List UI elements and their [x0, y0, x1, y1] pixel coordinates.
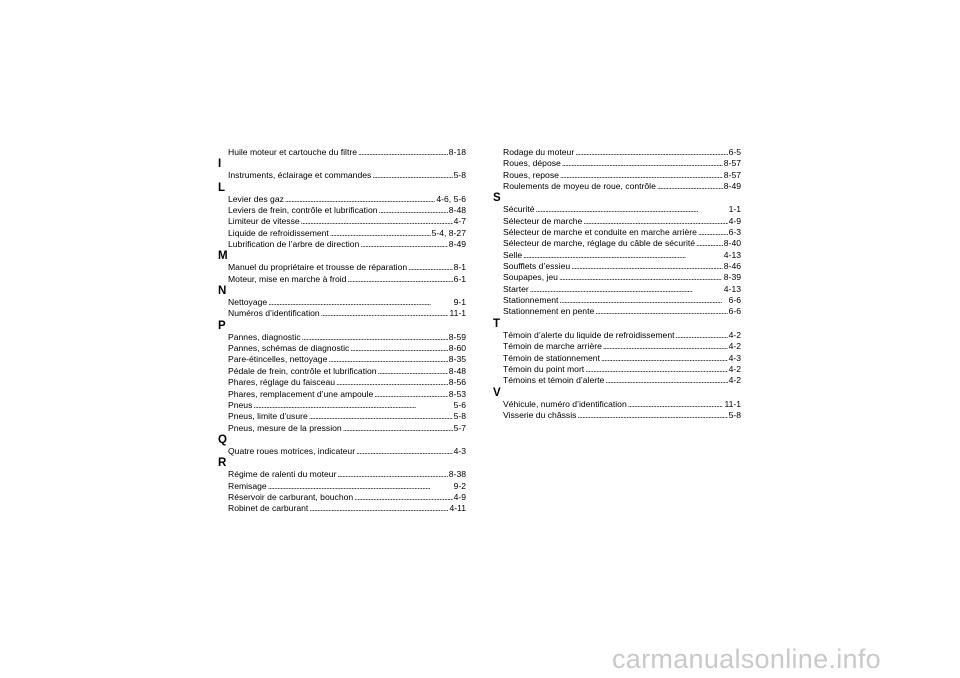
index-entry-page: 4-7 — [453, 216, 466, 227]
index-entry — [493, 250, 741, 261]
index-entry-page: 6-6 — [728, 295, 741, 306]
index-entry-term: Phares, remplacement d’une ampoule — [228, 388, 374, 399]
index-entry-page: 4-2 — [728, 341, 741, 352]
dot-leader — [698, 227, 728, 238]
index-entry-page: 4-13 — [723, 283, 741, 294]
index-entry-term: Liquide de refroidissement — [228, 227, 329, 238]
index-entry-term: Stationnement en pente — [503, 306, 595, 317]
dot-leader — [583, 216, 727, 227]
dot-leader — [603, 341, 728, 352]
index-entry — [493, 399, 741, 410]
index-entry-term: Pare-étincelles, nettoyage — [228, 354, 328, 365]
index-entry — [218, 205, 466, 216]
dot-leader — [343, 423, 453, 434]
dot-leader — [530, 284, 723, 295]
dot-leader — [536, 204, 728, 215]
index-entry-page: 8-60 — [448, 343, 466, 354]
index-entry — [218, 147, 466, 158]
index-entry — [493, 204, 741, 215]
dot-leader — [379, 205, 448, 216]
index-letter-heading: Q — [218, 433, 227, 446]
index-entry — [218, 354, 466, 365]
dot-leader — [571, 261, 723, 272]
dot-leader — [358, 147, 448, 158]
dot-leader — [408, 262, 452, 273]
dot-leader — [336, 377, 448, 388]
index-entry-term: Leviers de frein, contrôle et lubrification — [228, 205, 378, 216]
index-entry-term: Levier des gaz — [228, 193, 284, 204]
index-entry-term: Régime de ralenti du moteur — [228, 469, 337, 480]
index-entry — [493, 147, 741, 158]
index-entry-page: 4-13 — [723, 249, 741, 260]
index-entry-page: 8-48 — [448, 365, 466, 376]
index-entry-term: Sélecteur de marche — [503, 215, 583, 226]
dot-leader — [337, 469, 447, 480]
dot-leader — [562, 158, 723, 169]
index-letter-heading: I — [218, 158, 222, 171]
dot-leader — [657, 181, 723, 192]
dot-leader — [321, 308, 449, 319]
index-entry-term: Roulements de moyeu de roue, contrôle — [503, 181, 656, 192]
index-entry-term: Quatre roues motrices, indicateur — [228, 445, 356, 456]
index-entry-page: 4-9 — [728, 215, 741, 226]
index-entry-page: 4-2 — [728, 329, 741, 340]
index-entry-page: 8-39 — [723, 272, 741, 283]
index-entry-term: Réservoir de carburant, bouchon — [228, 491, 354, 502]
index-entry — [218, 366, 466, 377]
index-entry — [493, 295, 741, 306]
index-entry — [218, 332, 466, 343]
dot-leader — [559, 295, 727, 306]
index-entry-term: Phares, réglage du faisceau — [228, 377, 336, 388]
index-entry-term: Robinet de carburant — [228, 503, 309, 514]
dot-leader — [575, 147, 727, 158]
dot-leader — [285, 194, 435, 205]
dot-leader — [309, 411, 453, 422]
index-entry — [218, 400, 466, 411]
index-entry — [493, 330, 741, 341]
index-entry-page: 5-8 — [728, 409, 741, 420]
index-entry-term: Pédale de frein, contrôle et lubrification — [228, 365, 377, 376]
index-entry-term: Manuel du propriétaire et trousse de réparation — [228, 262, 408, 273]
index-entry-page: 8-53 — [448, 388, 466, 399]
index-entry — [493, 181, 741, 192]
dot-leader — [628, 399, 724, 410]
index-entry — [493, 272, 741, 283]
index-entry — [218, 308, 466, 319]
index-entry — [218, 297, 466, 308]
dot-leader — [605, 375, 727, 386]
index-entry — [218, 446, 466, 457]
index-entry — [493, 261, 741, 272]
index-entry-page: 5-8 — [453, 411, 466, 422]
index-entry-page: 4-6, 5-6 — [436, 193, 466, 204]
index-entry-page: 8-46 — [723, 261, 741, 272]
index-entry-page: 8-18 — [448, 147, 466, 157]
index-entry-term: Roues, repose — [503, 169, 559, 180]
dot-leader — [378, 366, 448, 377]
index-entry — [218, 389, 466, 400]
index-entry — [493, 375, 741, 386]
index-letter-heading: V — [493, 386, 501, 399]
dot-leader — [268, 481, 453, 492]
index-entry-term: Témoin d’alerte du liquide de refroidissement — [503, 329, 675, 340]
index-entry-term: Limiteur de vitesse — [228, 216, 300, 227]
index-entry — [218, 239, 466, 250]
index-entry-term: Nettoyage — [228, 297, 268, 308]
dot-leader — [328, 354, 447, 365]
dot-leader — [372, 170, 452, 181]
index-entry-page: 11-1 — [449, 308, 466, 319]
index-entry-page: 6-3 — [728, 227, 741, 238]
watermark-text: carmanualsonline.info — [612, 644, 881, 674]
index-entry-term: Instruments, éclairage et commandes — [228, 170, 372, 181]
index-entry-page: 8-1 — [453, 262, 466, 273]
dot-leader — [360, 239, 447, 250]
index-entry-term: Sélecteur de marche, réglage du câble de sécurité — [503, 238, 696, 249]
index-entry-term: Soupapes, jeu — [503, 272, 558, 283]
index-entry-page: 8-57 — [723, 169, 741, 180]
index-entry-term: Pannes, schémas de diagnostic — [228, 343, 350, 354]
index-entry-page: 1-1 — [728, 204, 741, 215]
index-entry-term: Sélecteur de marche et conduite en marche arrière — [503, 227, 697, 238]
index-entry — [218, 274, 466, 285]
index-entry-term: Pneus — [228, 399, 253, 410]
dot-leader — [309, 503, 448, 514]
index-letter-heading: N — [218, 285, 227, 298]
index-letter-heading: T — [493, 317, 501, 330]
index-entry-term: Témoin de marche arrière — [503, 341, 602, 352]
index-entry — [218, 228, 466, 239]
index-entry — [218, 469, 466, 480]
index-entry-term: Numéros d’identification — [228, 308, 320, 319]
dot-leader — [577, 410, 727, 421]
index-entry-term: Rodage du moteur — [503, 147, 575, 157]
index-entry-page: 8-40 — [723, 238, 741, 249]
index-entry — [493, 158, 741, 169]
index-entry — [218, 503, 466, 514]
index-entry-page: 4-3 — [453, 445, 466, 456]
index-entry-page: 8-56 — [448, 377, 466, 388]
index-entry — [493, 410, 741, 421]
index-entry-page: 6-1 — [453, 273, 466, 284]
index-entry — [218, 343, 466, 354]
index-entry-term: Starter — [503, 283, 529, 294]
dot-leader — [347, 274, 452, 285]
index-entry-term: Témoin du point mort — [503, 363, 585, 374]
dot-leader — [356, 446, 453, 457]
index-entry — [493, 306, 741, 317]
index-entry-page: 11-1 — [724, 398, 741, 409]
dot-leader — [523, 250, 723, 261]
dot-leader — [560, 170, 723, 181]
index-entry-page: 5-6 — [453, 399, 466, 410]
index-entry-page: 8-57 — [723, 158, 741, 169]
dot-leader — [301, 216, 453, 227]
index-entry — [493, 284, 741, 295]
dot-leader — [302, 332, 448, 343]
index-column-right — [493, 147, 741, 421]
index-entry — [493, 238, 741, 249]
index-entry — [218, 216, 466, 227]
index-entry-term: Roues, dépose — [503, 158, 561, 169]
index-entry — [493, 364, 741, 375]
index-entry-term: Pneus, mesure de la pression — [228, 422, 342, 433]
index-letter-heading: L — [218, 181, 226, 194]
index-column-left — [218, 147, 466, 515]
index-entry-term: Sécurité — [503, 204, 535, 215]
index-entry-term: Témoins et témoin d’alerte — [503, 375, 605, 386]
dot-leader — [595, 306, 727, 317]
index-entry-page: 9-2 — [453, 480, 466, 491]
index-entry — [218, 492, 466, 503]
dot-leader — [330, 228, 431, 239]
dot-leader — [585, 364, 727, 375]
index-entry-term: Moteur, mise en marche à froid — [228, 273, 347, 284]
index-entry — [218, 377, 466, 388]
dot-leader — [268, 297, 452, 308]
index-entry-page: 4-2 — [728, 375, 741, 386]
index-entry-term: Témoin de stationnement — [503, 352, 600, 363]
index-entry-page: 4-2 — [728, 363, 741, 374]
dot-leader — [559, 272, 723, 283]
index-entry-page: 5-8 — [453, 170, 466, 181]
index-entry — [218, 411, 466, 422]
dot-leader — [696, 238, 723, 249]
index-entry-page: 8-49 — [723, 181, 741, 192]
index-letter-heading: R — [218, 457, 227, 470]
index-entry-page: 4-11 — [449, 503, 466, 514]
index-entry — [218, 262, 466, 273]
index-entry-term: Huile moteur et cartouche du filtre — [228, 147, 357, 157]
index-entry — [218, 481, 466, 492]
index-entry-page: 8-48 — [448, 205, 466, 216]
index-entry — [493, 353, 741, 364]
index-entry-page: 8-38 — [448, 469, 466, 480]
dot-leader — [676, 330, 728, 341]
dot-leader — [350, 343, 447, 354]
index-entry — [493, 216, 741, 227]
index-letter-heading: M — [218, 250, 228, 263]
index-entry — [218, 194, 466, 205]
index-entry-page: 8-59 — [448, 331, 466, 342]
dot-leader — [374, 389, 448, 400]
dot-leader — [354, 492, 452, 503]
index-entry-page: 8-49 — [448, 239, 466, 250]
index-entry — [493, 170, 741, 181]
index-entry-term: Véhicule, numéro d’identification — [503, 398, 627, 409]
index-entry-page: 6-5 — [728, 147, 741, 157]
dot-leader — [253, 400, 452, 411]
index-entry-term: Soufflets d’essieu — [503, 261, 571, 272]
index-entry — [218, 423, 466, 434]
index-entry-page: 4-9 — [453, 491, 466, 502]
index-entry-page: 4-3 — [728, 352, 741, 363]
index-entry-page: 5-4, 8-27 — [431, 227, 466, 238]
index-entry-term: Remisage — [228, 480, 267, 491]
index-entry — [493, 341, 741, 352]
index-entry-page: 6-6 — [728, 306, 741, 317]
index-entry-page: 8-35 — [448, 354, 466, 365]
index-entry-term: Stationnement — [503, 295, 559, 306]
index-entry-term: Lubrification de l’arbre de direction — [228, 239, 360, 250]
index-entry-term: Pannes, diagnostic — [228, 331, 301, 342]
index-entry-page: 5-7 — [453, 422, 466, 433]
index-entry — [493, 227, 741, 238]
index-letter-heading: P — [218, 319, 226, 332]
index-entry-term: Visserie du châssis — [503, 409, 577, 420]
index-entry-page: 9-1 — [453, 297, 466, 308]
dot-leader — [601, 353, 728, 364]
index-entry — [218, 170, 466, 181]
index-letter-heading: S — [493, 192, 501, 205]
index-entry-term: Selle — [503, 249, 523, 260]
index-entry-term: Pneus, limite d’usure — [228, 411, 308, 422]
